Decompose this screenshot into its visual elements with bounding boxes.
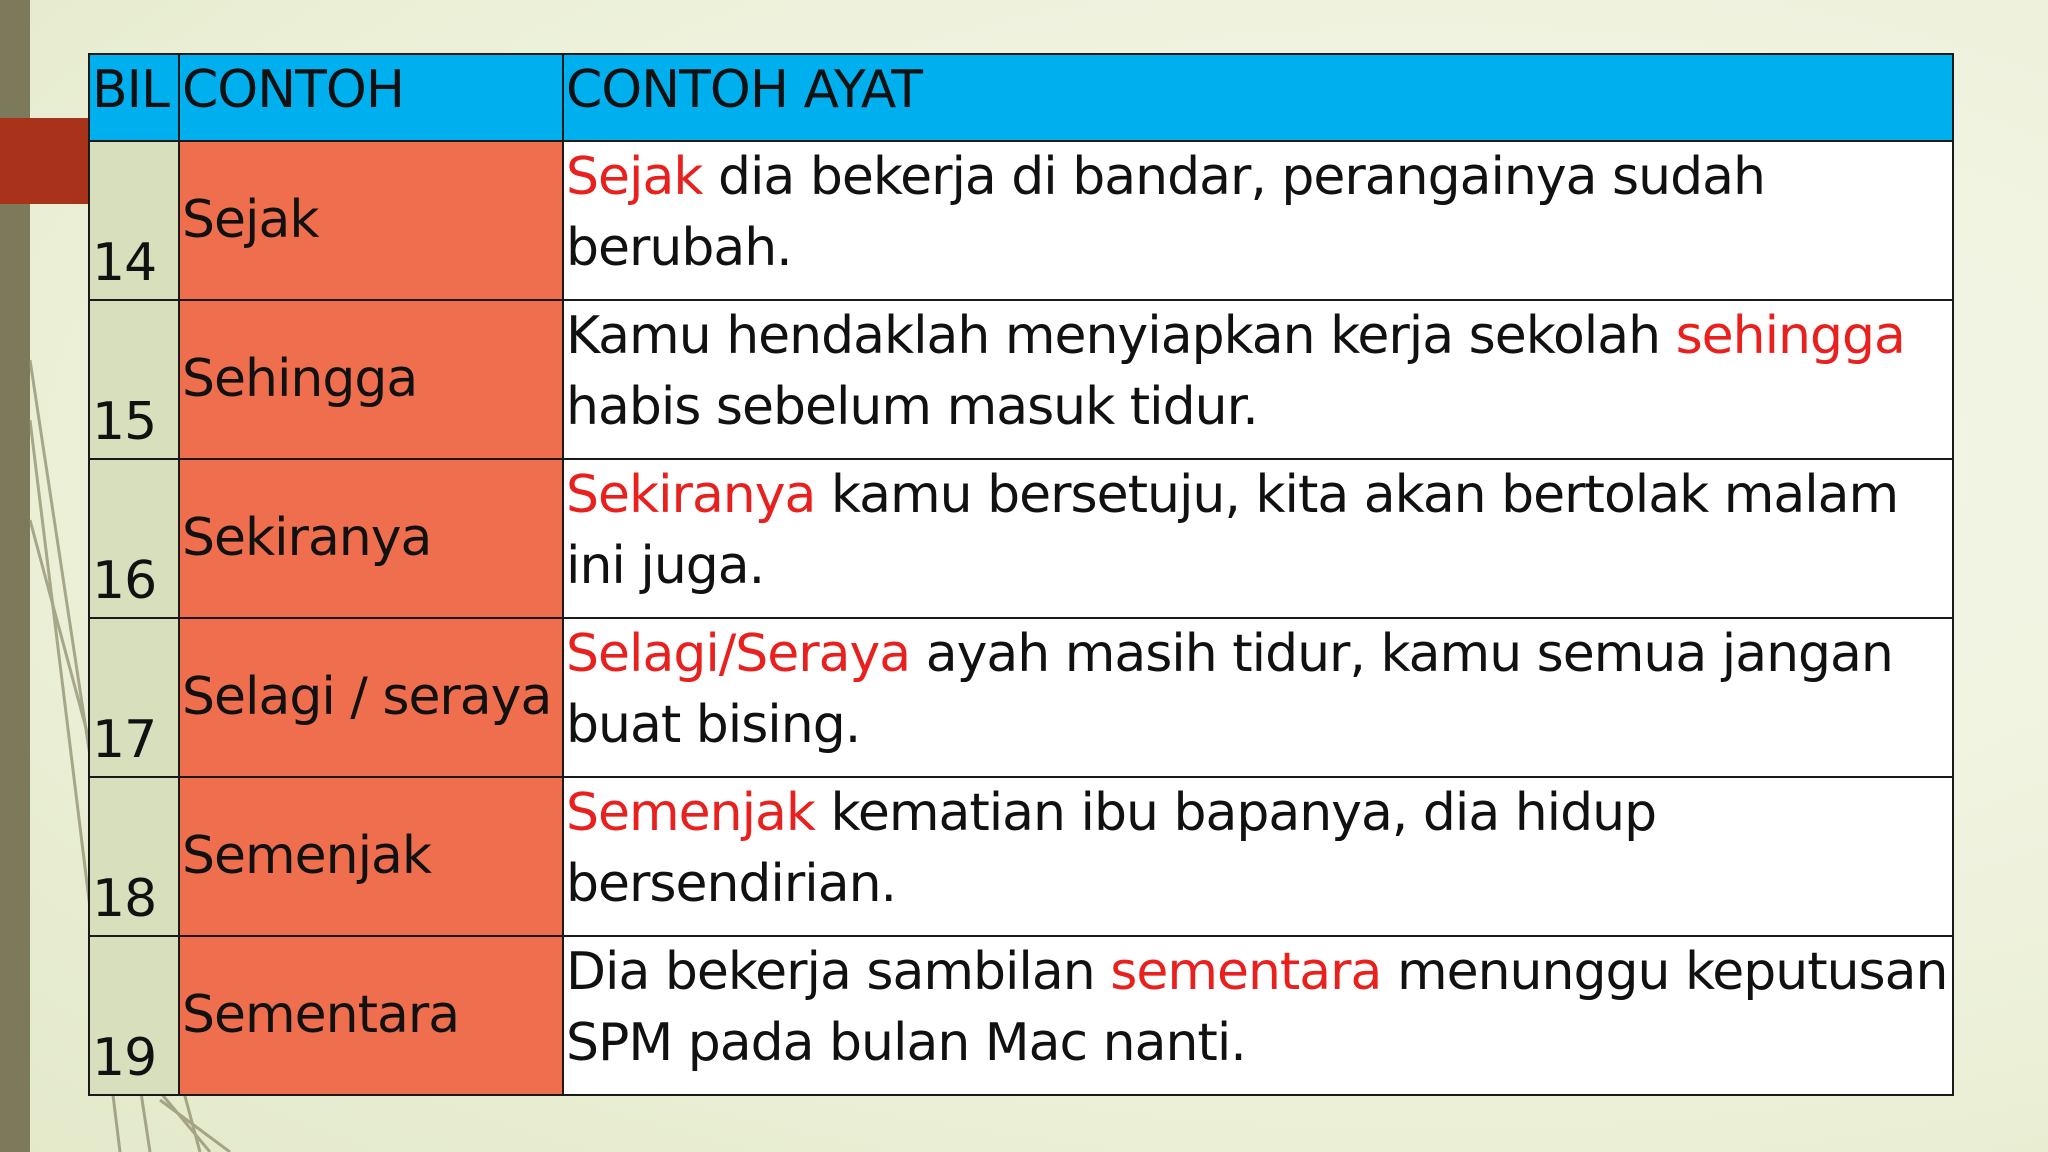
table-row (89, 777, 1953, 936)
highlighted-word: sementara (1110, 942, 1382, 1002)
example-sentence (563, 777, 1953, 936)
table-row (89, 618, 1953, 777)
highlighted-word: Semenjak (566, 783, 816, 843)
example-word: Sehingga (179, 300, 563, 459)
sentence-before: Dia bekerja sambilan (566, 942, 1111, 1002)
header-contoh: CONTOH (179, 54, 563, 141)
table-row (89, 936, 1953, 1095)
sentence-before: Kamu hendaklah menyiapkan kerja sekolah (566, 306, 1676, 366)
sentence-after: kamu bersetuju, kita akan bertolak malam ini juga. (566, 465, 1899, 596)
example-word: Sementara (179, 936, 563, 1095)
table-row (89, 300, 1953, 459)
highlighted-word: sehingga (1675, 306, 1905, 366)
row-number: 16 (89, 459, 179, 618)
row-number: 19 (89, 936, 179, 1095)
row-number: 14 (89, 141, 179, 300)
sentence-after: dia bekerja di bandar, perangainya sudah berubah. (566, 147, 1765, 278)
highlighted-word: Selagi/Seraya (566, 624, 911, 684)
header-contoh-ayat: CONTOH AYAT (563, 54, 1953, 141)
example-word: Selagi / seraya (179, 618, 563, 777)
row-number: 15 (89, 300, 179, 459)
sentence-after: habis sebelum masuk tidur. (566, 376, 1258, 437)
accent-block (0, 118, 88, 204)
example-sentence (563, 459, 1953, 618)
example-word: Sekiranya (179, 459, 563, 618)
row-number: 17 (89, 618, 179, 777)
vocabulary-table (88, 53, 1954, 1096)
example-word: Sejak (179, 141, 563, 300)
example-sentence (563, 618, 1953, 777)
example-sentence (563, 300, 1953, 459)
sentence-after: ayah masih tidur, kamu semua jangan buat bising. (566, 624, 1893, 755)
example-sentence (563, 936, 1953, 1095)
example-word: Semenjak (179, 777, 563, 936)
example-sentence (563, 141, 1953, 300)
header-bil: BIL (89, 54, 179, 141)
sentence-after: kematian ibu bapanya, dia hidup bersendirian. (566, 783, 1657, 914)
table-row (89, 141, 1953, 300)
highlighted-word: Sejak (566, 147, 703, 207)
sentence-after: menunggu keputusan SPM pada bulan Mac nanti. (566, 942, 1948, 1073)
table-row (89, 459, 1953, 618)
highlighted-word: Sekiranya (566, 465, 816, 525)
row-number: 18 (89, 777, 179, 936)
header-row (89, 54, 1953, 141)
